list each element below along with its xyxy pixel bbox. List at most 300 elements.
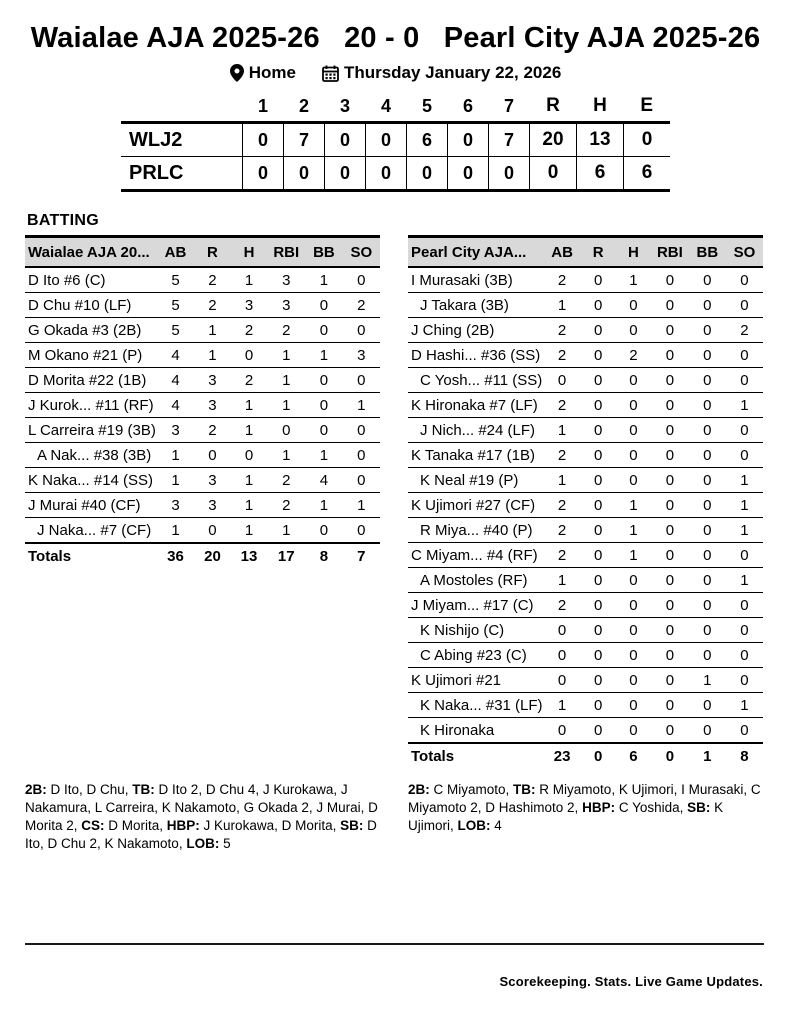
stat-cell: 0 [651,343,689,368]
stat-cell: 1 [231,418,268,443]
note-stat-label: LOB: [457,817,491,833]
stat-cell: 1 [305,343,342,368]
stat-cell: 0 [616,593,651,618]
stat-cell: 1 [267,368,305,393]
stat-cell: 0 [689,318,726,343]
stat-cell: 0 [616,693,651,718]
stat-cell: 0 [651,543,689,568]
stat-cell: 0 [616,718,651,744]
note-stat-label: SB: [340,817,364,833]
batting-row [25,393,380,418]
stat-cell: 2 [343,293,380,318]
stat-cell: 0 [689,643,726,668]
batting-row [408,393,763,418]
location-pin-icon [230,64,244,82]
stat-cell: 0 [651,393,689,418]
totals-label: Totals [25,543,157,568]
stat-cell: 1 [544,418,581,443]
stat-cell: 0 [267,418,305,443]
batting-row [25,443,380,468]
stat-cell: 0 [194,443,231,468]
stat-cell: 1 [231,493,268,518]
summary-score-cell: 0 [624,123,671,157]
stat-cell: 2 [194,293,231,318]
stat-cell: 0 [616,568,651,593]
stat-cell: 0 [231,443,268,468]
stat-cell: 3 [267,267,305,293]
stat-cell: 0 [581,293,616,318]
player-name: K Nishijo (C) [408,618,544,643]
stat-cell: 1 [343,393,380,418]
stat-cell: 0 [544,718,581,744]
batting-col-header: R [194,237,231,268]
footer-tagline: Scorekeeping. Stats. Live Game Updates. [499,974,763,989]
stat-cell: 2 [544,393,581,418]
stat-cell: 5 [157,293,194,318]
batting-row [408,693,763,718]
note-stat-text: D Ito 2, D Chu 4, J Kurokawa, J Nakamura, L Carreira, K Nakamoto, G Okada 2, J Murai, D Morita 2, [25,782,378,833]
stat-cell: 0 [305,518,342,544]
stat-cell: 2 [544,318,581,343]
stat-cell: 2 [544,267,581,293]
game-title [0,22,791,55]
batting-row [408,293,763,318]
stat-cell: 1 [305,267,342,293]
batting-row [408,468,763,493]
stat-cell: 0 [689,368,726,393]
stat-cell: 1 [267,343,305,368]
inning-score-cell: 0 [448,123,489,157]
stat-cell: 0 [651,618,689,643]
stat-cell: 0 [581,568,616,593]
stat-cell: 0 [343,318,380,343]
stat-cell: 0 [616,393,651,418]
stat-cell: 0 [343,267,380,293]
stat-cell: 0 [581,443,616,468]
totals-stat-cell: 17 [267,543,305,568]
batting-row [408,418,763,443]
note-stat-label: LOB: [186,835,220,851]
stat-cell: 1 [157,468,194,493]
stat-cell: 1 [616,543,651,568]
stat-cell: 1 [726,693,763,718]
inning-number-header: 5 [407,95,448,123]
summary-score-cell: 20 [530,123,577,157]
stat-cell: 0 [581,718,616,744]
stat-cell: 2 [544,443,581,468]
batting-row [408,493,763,518]
batting-row [25,267,380,293]
batting-row [408,718,763,744]
stat-cell: 1 [231,267,268,293]
stat-cell: 0 [689,418,726,443]
stat-cell: 0 [689,718,726,744]
stat-cell: 1 [231,393,268,418]
stat-cell: 0 [689,443,726,468]
stat-cell: 1 [267,518,305,544]
player-name: D Hashi... #36 (SS) [408,343,544,368]
stat-cell: 0 [651,443,689,468]
player-name: A Mostoles (RF) [408,568,544,593]
stat-cell: 3 [194,393,231,418]
stat-cell: 3 [343,343,380,368]
batting-totals-row [408,743,763,768]
batting-row [408,568,763,593]
stat-cell: 0 [651,718,689,744]
inning-number-header: 4 [366,95,407,123]
stat-cell: 2 [544,543,581,568]
note-stat-text: D Ito, D Chu 2, K Nakamoto, [25,817,377,851]
stat-cell: 0 [581,318,616,343]
player-name: K Naka... #31 (LF) [408,693,544,718]
stat-cell: 0 [726,368,763,393]
stat-cell: 1 [544,568,581,593]
inning-score-cell: 0 [243,157,284,191]
player-name: D Ito #6 (C) [25,267,157,293]
stat-cell: 0 [305,368,342,393]
totals-label: Totals [408,743,544,768]
inning-score-cell: 0 [489,157,530,191]
batting-notes-away [408,781,763,835]
stat-cell: 0 [651,493,689,518]
stat-cell: 2 [544,593,581,618]
inning-score-cell: 0 [407,157,448,191]
stat-cell: 0 [689,568,726,593]
stat-cell: 2 [726,318,763,343]
batting-team-header: Pearl City AJA... [408,237,544,268]
stat-cell: 0 [616,443,651,468]
stat-cell: 0 [726,293,763,318]
stat-cell: 0 [651,368,689,393]
stat-cell: 0 [305,393,342,418]
player-name: J Miyam... #17 (C) [408,593,544,618]
batting-row [25,468,380,493]
inning-score-cell: 0 [284,157,325,191]
inning-score-cell: 0 [448,157,489,191]
stat-cell: 1 [544,468,581,493]
inning-score-cell: 6 [407,123,448,157]
stat-cell: 0 [194,518,231,544]
stat-cell: 0 [343,468,380,493]
stat-cell: 5 [157,267,194,293]
stat-cell: 0 [581,518,616,543]
inning-score-cell: 7 [284,123,325,157]
stat-cell: 0 [581,543,616,568]
inning-number-header: 3 [325,95,366,123]
stat-cell: 1 [616,518,651,543]
stat-cell: 0 [616,318,651,343]
batting-row [408,368,763,393]
stat-cell: 0 [581,368,616,393]
stat-cell: 0 [651,668,689,693]
stat-cell: 3 [231,293,268,318]
summary-col-header: E [624,95,671,123]
batting-col-header: SO [726,237,763,268]
player-name: J Murai #40 (CF) [25,493,157,518]
game-location-label: Home [248,63,296,82]
stat-cell: 0 [726,668,763,693]
stat-cell: 3 [267,293,305,318]
batting-row [408,643,763,668]
player-name: R Miya... #40 (P) [408,518,544,543]
note-stat-text: D Ito, D Chu, [46,782,133,797]
totals-stat-cell: 7 [343,543,380,568]
stat-cell: 3 [157,418,194,443]
stat-cell: 0 [616,618,651,643]
stat-cell: 1 [544,293,581,318]
stat-cell: 1 [157,518,194,544]
stat-cell: 0 [544,643,581,668]
batting-row [25,293,380,318]
stat-cell: 3 [194,468,231,493]
note-stat-label: TB: [513,782,536,797]
batting-col-header: AB [544,237,581,268]
note-stat-label: HBP: [582,799,616,815]
inning-score-cell: 0 [366,123,407,157]
batting-row [408,267,763,293]
stat-cell: 0 [343,443,380,468]
stat-cell: 0 [689,293,726,318]
stat-cell: 0 [581,618,616,643]
inning-number-header: 2 [284,95,325,123]
stat-cell: 1 [305,493,342,518]
stat-cell: 1 [544,693,581,718]
batting-col-header: RBI [651,237,689,268]
batting-row [408,518,763,543]
stat-cell: 0 [305,318,342,343]
stat-cell: 1 [726,468,763,493]
stat-cell: 2 [194,267,231,293]
note-stat-text: C Miyamoto, [429,782,514,797]
stat-cell: 0 [343,368,380,393]
totals-stat-cell: 20 [194,543,231,568]
stat-cell: 0 [581,668,616,693]
line-score-table [121,95,670,192]
batting-col-header: SO [343,237,380,268]
player-name: A Nak... #38 (3B) [25,443,157,468]
linescore-row [121,157,670,191]
stat-cell: 1 [726,493,763,518]
game-date-label: Thursday January 22, 2026 [343,63,562,82]
batting-row [25,418,380,443]
stat-cell: 0 [544,618,581,643]
stat-cell: 0 [689,343,726,368]
player-name: K Hironaka #7 (LF) [408,393,544,418]
batting-row [25,518,380,544]
batting-row [408,668,763,693]
note-stat-label: SB: [687,799,711,815]
player-name: L Carreira #19 (3B) [25,418,157,443]
stat-cell: 0 [689,267,726,293]
stat-cell: 1 [726,568,763,593]
inning-score-cell: 0 [366,157,407,191]
stat-cell: 0 [689,618,726,643]
totals-stat-cell: 6 [616,743,651,768]
stat-cell: 0 [726,618,763,643]
note-stat-text: C Yoshida, [615,799,688,815]
batting-row [408,593,763,618]
totals-stat-cell: 13 [231,543,268,568]
batting-notes-home [25,781,380,853]
stat-cell: 0 [581,468,616,493]
stat-cell: 0 [581,693,616,718]
stat-cell: 5 [157,318,194,343]
stat-cell: 1 [231,468,268,493]
summary-col-header: R [530,95,577,123]
stat-cell: 0 [544,668,581,693]
batting-col-header: AB [157,237,194,268]
stat-cell: 0 [689,393,726,418]
stat-cell: 0 [305,293,342,318]
stat-cell: 2 [231,368,268,393]
linescore-corner [121,95,243,123]
inning-number-header: 7 [489,95,530,123]
batting-col-header: RBI [267,237,305,268]
stat-cell: 1 [267,393,305,418]
stat-cell: 0 [616,418,651,443]
calendar-icon [322,65,339,82]
stat-cell: 4 [157,393,194,418]
stat-cell: 2 [194,418,231,443]
stat-cell: 0 [689,693,726,718]
stat-cell: 2 [616,343,651,368]
player-name: J Naka... #7 (CF) [25,518,157,544]
stat-cell: 1 [194,343,231,368]
stat-cell: 0 [726,443,763,468]
player-name: G Okada #3 (2B) [25,318,157,343]
stat-cell: 0 [581,393,616,418]
inning-number-header: 6 [448,95,489,123]
stat-cell: 0 [651,418,689,443]
player-name: K Naka... #14 (SS) [25,468,157,493]
inning-number-header: 1 [243,95,284,123]
stat-cell: 0 [581,493,616,518]
batting-section [25,235,763,853]
note-stat-label: HBP: [166,817,200,833]
stat-cell: 4 [157,368,194,393]
summary-col-header: H [577,95,624,123]
batting-row [25,493,380,518]
stat-cell: 0 [651,318,689,343]
footer-divider [25,943,764,945]
stat-cell: 0 [581,593,616,618]
stat-cell: 2 [544,493,581,518]
stat-cell: 0 [689,593,726,618]
stat-cell: 1 [194,318,231,343]
summary-score-cell: 6 [624,157,671,191]
inning-score-cell: 7 [489,123,530,157]
stat-cell: 0 [726,418,763,443]
team-abbrev: PRLC [121,157,243,191]
stat-cell: 1 [616,493,651,518]
stat-cell: 4 [157,343,194,368]
player-name: M Okano #21 (P) [25,343,157,368]
stat-cell: 0 [726,718,763,744]
player-name: D Chu #10 (LF) [25,293,157,318]
stat-cell: 0 [651,518,689,543]
batting-col-header: H [616,237,651,268]
stat-cell: 0 [343,518,380,544]
stat-cell: 0 [231,343,268,368]
stat-cell: 0 [343,418,380,443]
summary-score-cell: 6 [577,157,624,191]
totals-stat-cell: 0 [581,743,616,768]
linescore-row [121,123,670,157]
stat-cell: 0 [726,343,763,368]
batting-row [408,318,763,343]
batting-table-home [25,235,380,568]
home-team-name: Waialae AJA 2025-26 [30,22,320,54]
player-name: J Takara (3B) [408,293,544,318]
game-score: 20 - 0 [344,22,420,54]
stat-cell: 0 [651,693,689,718]
player-name: I Murasaki (3B) [408,267,544,293]
stat-cell: 0 [581,267,616,293]
batting-col-header: BB [689,237,726,268]
stat-cell: 1 [726,393,763,418]
stat-cell: 3 [157,493,194,518]
batting-section-label: BATTING [27,212,100,229]
stat-cell: 1 [726,518,763,543]
note-stat-text: 4 [490,817,502,833]
batting-col-header: R [581,237,616,268]
stat-cell: 0 [689,518,726,543]
stat-cell: 0 [616,668,651,693]
note-stat-text: 5 [219,835,231,851]
batting-team-header: Waialae AJA 20... [25,237,157,268]
batting-header-row [25,237,380,268]
stat-cell: 1 [616,267,651,293]
stat-cell: 2 [267,318,305,343]
stat-cell: 0 [581,643,616,668]
note-stat-label: 2B: [25,782,47,797]
totals-stat-cell: 1 [689,743,726,768]
batting-row [25,343,380,368]
stat-cell: 2 [544,343,581,368]
line-score-section [0,95,791,192]
game-meta [0,63,791,83]
stat-cell: 0 [726,643,763,668]
note-stat-label: CS: [81,817,105,833]
totals-stat-cell: 0 [651,743,689,768]
note-stat-text: R Miyamoto, K Ujimori, I Murasaki, C Miyamoto 2, D Hashimoto 2, [408,782,761,815]
linescore-header-row [121,95,670,123]
note-stat-text: D Morita, [104,817,167,833]
stat-cell: 3 [194,368,231,393]
stat-cell: 2 [544,518,581,543]
totals-stat-cell: 23 [544,743,581,768]
stat-cell: 2 [267,468,305,493]
note-stat-text: J Kurokawa, D Morita, [199,817,341,833]
stat-cell: 0 [544,368,581,393]
stat-cell: 1 [305,443,342,468]
player-name: K Neal #19 (P) [408,468,544,493]
batting-row [25,318,380,343]
player-name: D Morita #22 (1B) [25,368,157,393]
player-name: K Ujimori #21 [408,668,544,693]
inning-score-cell: 0 [325,157,366,191]
note-stat-text: K Ujimori, [408,799,724,833]
totals-stat-cell: 8 [726,743,763,768]
stat-cell: 0 [305,418,342,443]
stat-cell: 1 [231,518,268,544]
stat-cell: 2 [267,493,305,518]
player-name: J Kurok... #11 (RF) [25,393,157,418]
team-abbrev: WLJ2 [121,123,243,157]
player-name: C Yosh... #11 (SS) [408,368,544,393]
note-stat-label: TB: [132,782,155,797]
stat-cell: 0 [616,643,651,668]
